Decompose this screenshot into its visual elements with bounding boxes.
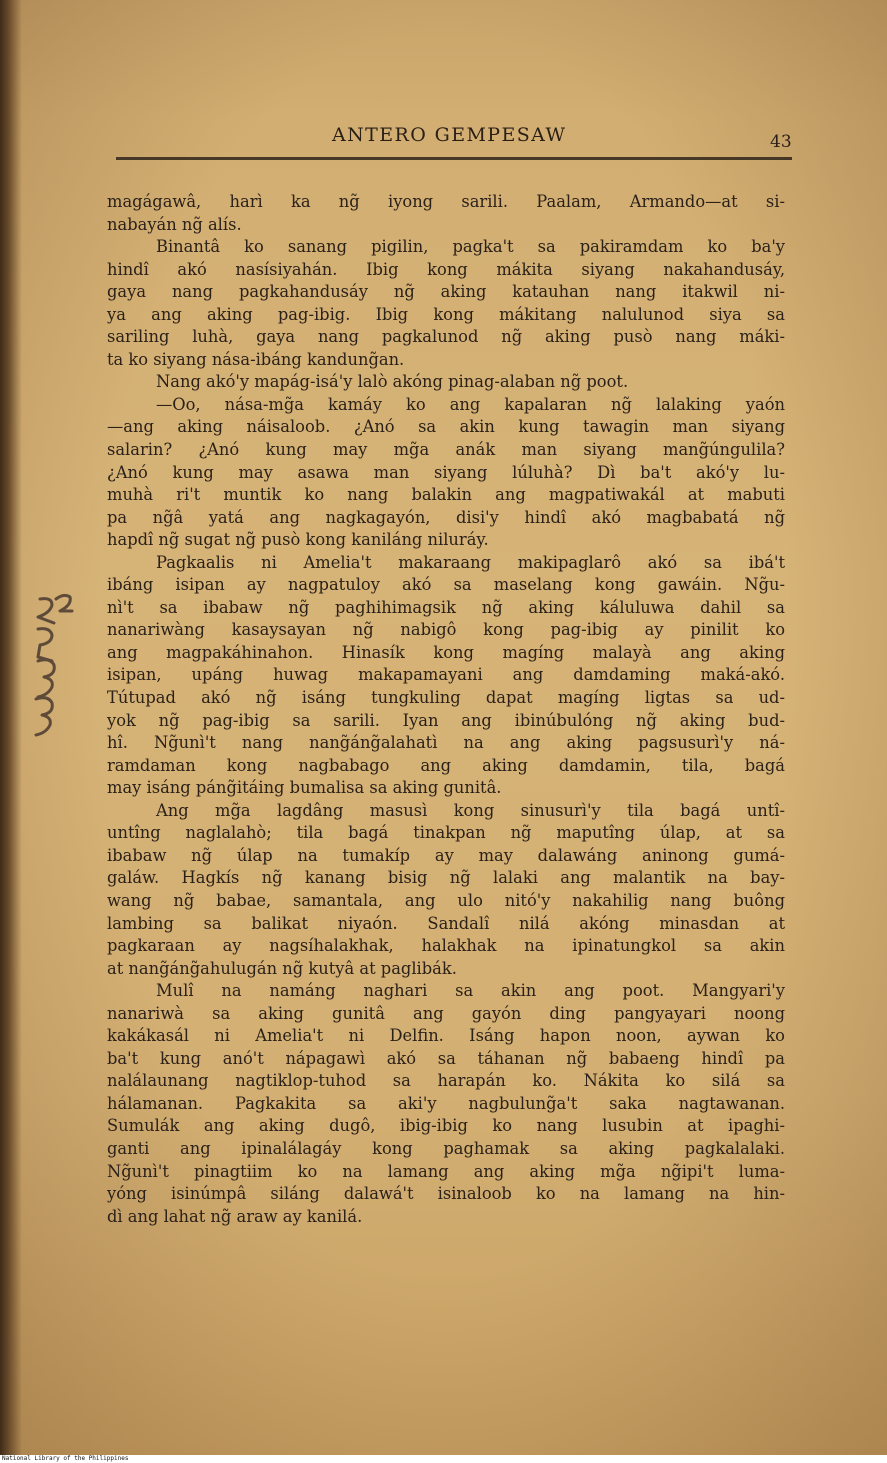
text-line: may isáng páng̃itáing bumalisa sa aking gunitâ. (107, 778, 502, 798)
text-line: nanariwàng kasaysayan ng̃ nabigô kong pag-ibig ay pinilit ko (107, 620, 785, 640)
text-line: muhà ri't muntik ko nang balakin ang magpatiwakál at mabuti (107, 485, 785, 505)
text-line: isipan, upáng huwag makapamayani ang damdaming maká-akó. (107, 665, 785, 685)
running-title: ANTERO GEMPESAW (332, 124, 567, 146)
text-line: gaya nang pagkahandusáy ng̃ aking katauhan nang itakwil ni- (107, 282, 785, 302)
text-line: salarin? ¿Anó kung may mg̃a anák man siyang mang̃úngulila? (107, 440, 785, 460)
text-line: Binantâ ko sanang pigilin, pagka't sa pakiramdam ko ba'y (156, 237, 785, 257)
page-number: 43 (770, 132, 792, 152)
text-line: nanariwà sa aking gunitâ ang gayón ding pangyayari noong (107, 1003, 785, 1023)
text-line: nalálaunang nagtiklop-tuhod sa harapán ko. Nákita ko silá sa (107, 1071, 785, 1091)
text-line: ta ko siyang násа-ibáng kandung̃an. (107, 349, 405, 369)
text-line: Nang akó'y mapág-isá'y lalò akóng pinag-alaban ng̃ poot. (156, 372, 629, 392)
text-line: pagkaraan ay nagsíhalakhak, halakhak na ipinatungkol sa akin (107, 936, 785, 956)
text-line: lambing sa balikat niyaón. Sandalî nilá akóng minasdan at (107, 913, 785, 933)
text-line: Ang mg̃a lagdâng masusì kong sinusurì'y tila bagá untî- (156, 800, 785, 820)
text-line: ang magpakáhinahon. Hinasík kong magíng malayà ang aking (107, 642, 785, 662)
text-line: magágawâ, harì ka ng̃ iyong sarili. Paalam, Armando—at si- (107, 192, 785, 211)
text-line: Pagkaalis ni Amelia't makaraang makipaglarô akó sa ibá't (156, 552, 785, 572)
handwritten-accession-number (18, 585, 78, 745)
text-line: Ng̃unì't pinagtiim ko na lamang ang aking mg̃a ng̃ipi't luma- (107, 1161, 785, 1181)
text-line: ¿Anó kung may asawa man siyang lúluhà? Dì ba't akó'y lu- (107, 462, 785, 482)
text-line: ya ang aking pag-ibig. Ibig kong mákitang nalulunod siya sa (107, 304, 785, 324)
header-rule (116, 157, 792, 160)
text-line: —ang aking náisaloob. ¿Anó sa akin kung tawagin man siyang (107, 417, 785, 437)
text-line: Mulî na namáng naghari sa akin ang poot. Mangyari'y (156, 981, 785, 1001)
text-line: untîng naglalahò; tila bagá tinakpan ng̃ maputîng úlap, at sa (107, 823, 785, 843)
text-line: —Oo, násа-mg̃a kamáy ko ang kapalaran ng̃ lalaking yaón (156, 394, 785, 414)
text-line: nì't sa ibabaw ng̃ paghihimagsik ng̃ aking káluluwa dahil sa (107, 597, 785, 617)
text-line: hapdî ng̃ sugat ng̃ pusò kong kaniláng niluráy. (107, 530, 489, 550)
text-line: yóng isinúmpâ siláng dalawá't isinaloob ko na lamang na hin- (107, 1184, 785, 1204)
text-line: ramdaman kong nagbabago ang aking damdamin, tila, bagá (107, 755, 785, 775)
footer-credit-bar (0, 1455, 887, 1463)
text-line: nabayán ng̃ alís. (107, 214, 242, 234)
text-line: dì ang lahat ng̃ araw ay kanilá. (107, 1206, 363, 1226)
text-line: pa ng̃â yatá ang nagkagayón, disi'y hindî akó magbabatá ng̃ (107, 507, 785, 527)
text-line: yok ng̃ pag-ibig sa sarili. Iyan ang ibinúbulóng ng̃ aking bud- (107, 710, 785, 730)
text-line: hî. Ng̃unì't nang nang̃áng̃alahatì na ang aking pagsusurì'y ná- (107, 733, 785, 753)
text-line: ibáng isipan ay nagpatuloy akó sa maselang kong gawáin. Ng̃u- (107, 575, 785, 595)
text-line: ganti ang ipinalálagáy kong paghamak sa aking pagkalalaki. (107, 1138, 785, 1158)
text-line: Sumulák ang aking dugô, ibig-ibig ko nang lusubin at ipaghi- (107, 1116, 785, 1136)
text-line: hindî akó nasísiyahán. Ibig kong mákita siyang nakahandusáy, (107, 259, 785, 279)
text-line: ba't kung anó't nápagawì akó sa táhanan ng̃ babaeng hindî pa (107, 1048, 785, 1068)
body-text (107, 191, 785, 1228)
text-line: at nang̃áng̃ahulugán ng̃ kutyâ at paglibák. (107, 958, 457, 978)
text-line: hálamanan. Pagkakita sa aki'y nagbulung̃a't saka nagtawanan. (107, 1093, 785, 1113)
text-line: ibabaw ng̃ úlap na tumakíp ay may dalawáng aninong gumá- (107, 845, 785, 865)
text-line: Tútupad akó ng̃ isáng tungkuling dapat magíng ligtas sa ud- (107, 688, 785, 708)
text-line: kakákasál ni Amelia't ni Delfin. Isáng hapon noon, aywan ko (107, 1026, 785, 1046)
text-line: wang ng̃ babae, samantala, ang ulo nitó'y nakahilig nang buông (107, 890, 785, 910)
footer-credit: National Library of the Philippines (2, 1455, 129, 1462)
text-line: galáw. Hagkís ng̃ kanang bisig ng̃ lalaki ang malantik na bay- (107, 868, 785, 888)
text-line: sariling luhà, gaya nang pagkalunod ng̃ aking pusò nang máki- (107, 327, 785, 347)
